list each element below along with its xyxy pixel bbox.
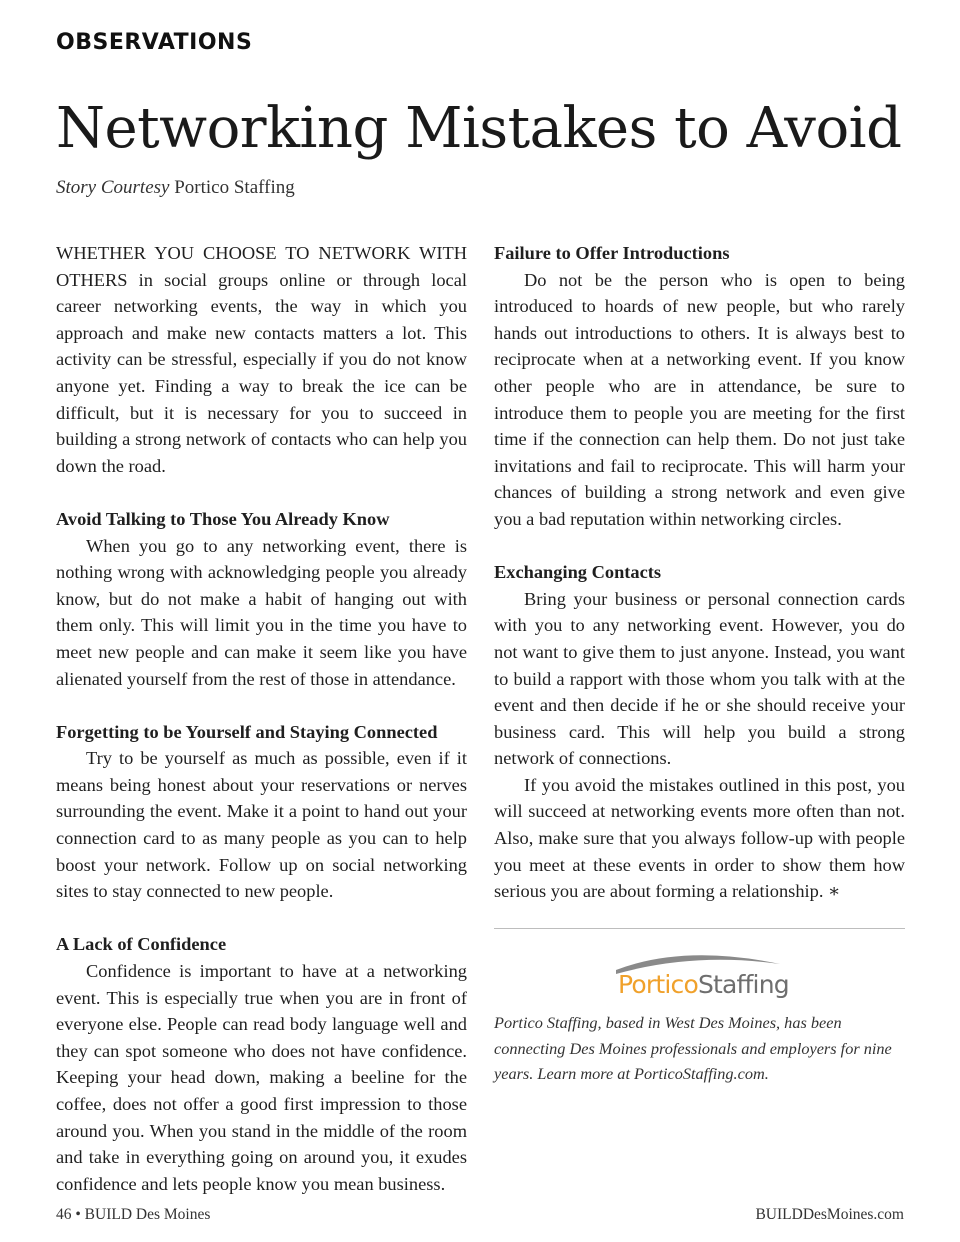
section-body: Do not be the person who is open to being introduced to hoards of new people, but who rarely hands out introductions to others. It is always best to reciprocate when at a networking event. If you know other people who are in attendance, be sure to introduce them to people you are meeting for the first time if the connection can help them. Do not just take invitations and fail to reciprocate. This will harm your chances of building a strong network and even give you a bad reputation within networking circles. [494,269,905,529]
closing-paragraph: If you avoid the mistakes outlined in this post, you will succeed at networking events more often than not. Also, make sure that you always follow-up with people you meet at these events in order to show them how serious you are about forming a relationship. ∗ [494,774,905,902]
logo-wordmark-part2: Staffing [697,970,789,999]
left-column [56,240,467,1197]
byline [56,177,295,199]
portico-staffing-logo [614,948,789,1008]
section-label: OBSERVATIONS [56,30,253,55]
author-bio: Portico Staffing, based in West Des Moines, has been connecting Des Moines professionals and employers for nine years. Learn more at PorticoStaffing.com. [494,1013,892,1083]
article-title: Networking Mistakes to Avoid [56,96,902,161]
section-body: When you go to any networking event, there is nothing wrong with acknowledging people you already know, but do not make a habit of hanging out with them only. This will limit you in the time you have to meet new people and can make it seem like you have alienated yourself from the rest of those in attendance. [56,535,467,689]
section-heading: A Lack of Confidence [56,934,227,955]
section-heading: Exchanging Contacts [494,562,662,583]
footer-website: BUILDDesMoines.com [755,1206,904,1223]
logo-wordmark-part1: Portico [618,970,698,999]
section-body: Try to be yourself as much as possible, even if it means being honest about your reservations or nerves surrounding the event. Make it a point to hand out your connection card to as many people as you can to help boost your network. Follow up on social networking sites to stay connected to new people. [56,748,467,902]
logo-wordmark [618,970,789,999]
section-heading: Failure to Offer Introductions [494,243,730,263]
bio-divider [494,928,905,929]
byline-source: Portico Staffing [174,177,295,198]
footer-page-info: 46 • BUILD Des Moines [56,1206,211,1223]
section-body: Bring your business or personal connection cards with you to any networking event. However, you do not want to give them to just anyone. Instead, you want to build a rapport with those whom you talk with at the event and then decide if he or she should receive your business card. This will help you build a strong network of connections. [494,588,905,769]
section-heading: Avoid Talking to Those You Already Know [56,508,390,529]
intro-paragraph: WHETHER YOU CHOOSE TO NETWORK WITH OTHERS in social groups online or through local career networking events, the way in which you approach and make new contacts matters a lot. This activity can be stressful, especially if you do not know anyone yet. Finding a way to break the ice can be difficult, but it is necessary for you to succeed in building a strong network of contacts who can help you down the road. [56,243,467,476]
byline-prefix: Story Courtesy [56,177,170,198]
section-body: Confidence is important to have at a networking event. This is especially true when you are in front of everyone else. People can read body language well and they can spot someone who does not have confidence. Keeping your head down, making a beeline for the coffee, does not offer a good first impression to those around you. When you stand in the middle of the room and take in everything going on around you, it exudes confidence and lets people know you mean business. [56,961,467,1194]
section-heading: Forgetting to be Yourself and Staying Connected [56,721,438,742]
right-column [494,240,905,905]
